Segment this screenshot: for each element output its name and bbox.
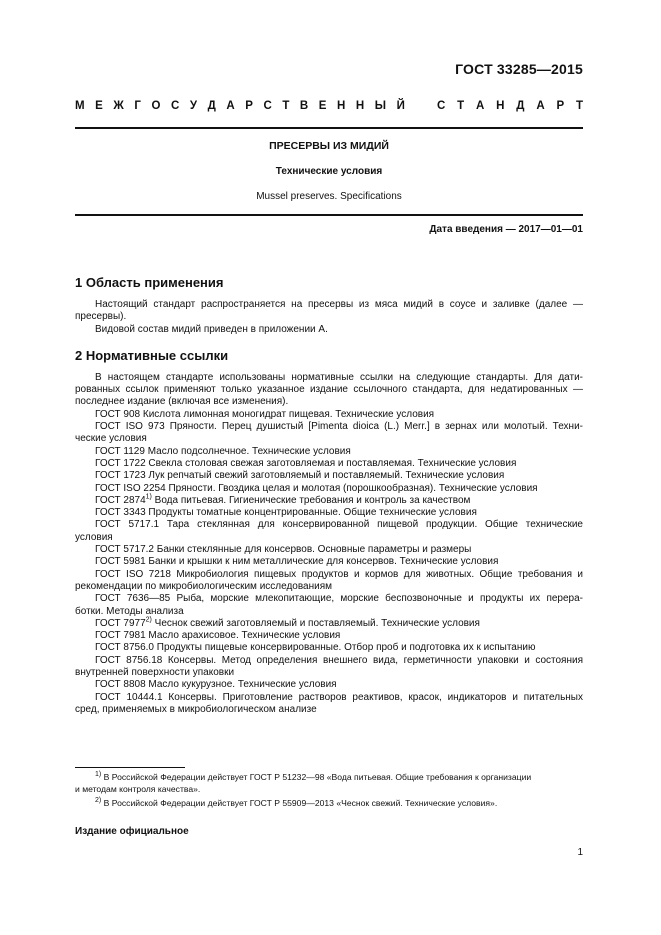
reference-item	[75, 446, 583, 458]
footnote-mark: 2)	[95, 797, 102, 805]
paragraph-line: Видовой состав мидий приведен в приложении А.	[95, 323, 328, 335]
section-scope-body	[75, 299, 583, 336]
reference-item	[75, 470, 583, 482]
footnote-text: В Российской Федерации действует ГОСТ Р 51232—98 «Вода питьевая. Общие требования к организации	[101, 772, 532, 782]
paragraph-line: В настоящем стандарте использованы нормативные ссылки на следующие стандарты. Для дати-	[95, 371, 583, 383]
banner-letter: Н	[496, 100, 505, 112]
paragraph-line: рованных ссылок применяют только указанное издание ссылочного стандарта, для недатированных —	[75, 384, 583, 396]
reference-line: ГОСТ 1722 Свекла столовая свежая заготовляемая и поставляемая. Технические условия	[95, 457, 517, 469]
standard-word	[437, 100, 583, 112]
reference-line: ческие условия	[75, 433, 147, 445]
reference-item	[75, 618, 583, 630]
banner-letter: Ж	[113, 100, 124, 112]
reference-line: ГОСТ 8756.0 Продукты пищевые консервированные. Отбор проб и подготовка их к испытанию	[95, 642, 536, 654]
banner-letter: О	[151, 100, 161, 112]
footnote	[75, 771, 583, 795]
reference-line: рекомендации по микробиологическим исследованиям	[75, 580, 333, 592]
banner-letter: Т	[282, 100, 290, 112]
banner-letter: А	[476, 100, 485, 112]
banner-letter: Г	[134, 100, 141, 112]
reference-title: Чеснок свежий заготовляемый и поставляемый. Технические условия	[151, 617, 480, 629]
footnote-line	[75, 797, 583, 809]
banner-letter: Р	[556, 100, 565, 112]
interstate-standard-banner	[75, 100, 583, 112]
footnote-line	[75, 771, 583, 783]
banner-letter: В	[299, 100, 309, 112]
reference-item	[75, 519, 583, 544]
reference-item	[75, 569, 583, 594]
official-edition-label: Издание официальное	[75, 826, 189, 837]
reference-item	[75, 655, 583, 680]
reference-item	[75, 421, 583, 446]
section-references-intro	[75, 372, 583, 409]
reference-item	[75, 458, 583, 470]
reference-line: ГОСТ 5981 Банки и крышки к ним металлические для консервов. Технические условия	[95, 556, 499, 568]
reference-line: ГОСТ 1129 Масло подсолнечное. Технические условия	[95, 445, 351, 457]
banner-letter: Й	[396, 100, 405, 112]
reference-line: ГОСТ 5717.1 Тара стеклянная для консервированной пищевой продукции. Общие технические	[95, 519, 583, 531]
reference-item	[75, 679, 583, 691]
paragraph-line: Настоящий стандарт распространяется на пресервы из мяса мидий в соусе и заливке (далее —	[95, 299, 583, 310]
reference-line: ботки. Методы анализа	[75, 605, 184, 617]
reference-code: ГОСТ 2874	[95, 494, 146, 506]
section-heading-scope: 1 Область применения	[75, 275, 224, 290]
reference-line: ГОСТ 7636—85 Рыба, морские млекопитающие, морские беспозвоночные и продукты их перера-	[95, 593, 583, 605]
page-number: 1	[577, 847, 583, 858]
banner-letter: Н	[355, 100, 365, 112]
banner-letter: Е	[95, 100, 103, 112]
reference-line: ГОСТ 10444.1 Консервы. Приготовление растворов реактивов, красок, индикаторов и питательных	[95, 691, 583, 703]
reference-item	[75, 630, 583, 642]
footnote-text: В Российской Федерации действует ГОСТ Р 55909—2013 «Чеснок свежий. Технические условия».	[101, 798, 498, 808]
reference-line: внутренней поверхности упаковки	[75, 667, 235, 679]
document-title: ПРЕСЕРВЫ ИЗ МИДИЙ	[269, 140, 389, 152]
banner-letter: Е	[318, 100, 327, 112]
banner-letter: Ы	[374, 100, 387, 112]
footnote-marker: 1)	[145, 493, 152, 501]
reference-item	[75, 495, 583, 507]
banner-letter: Д	[516, 100, 525, 112]
banner-letter: Д	[207, 100, 216, 112]
reference-line: ГОСТ 3343 Продукты томатные концентрированные. Общие технические условия	[95, 507, 477, 519]
banner-letter: А	[536, 100, 545, 112]
reference-title: Вода питьевая. Гигиенические требования и контроль за качеством	[151, 494, 471, 506]
english-title: Mussel preserves. Specifications	[256, 191, 402, 202]
reference-line: ГОСТ 1723 Лук репчатый свежий заготовляемый и поставляемый. Технические условия	[95, 470, 505, 482]
banner-letter: А	[226, 100, 235, 112]
reference-item	[75, 507, 583, 519]
footnote	[75, 797, 583, 809]
reference-line: ГОСТ 8808 Масло кукурузное. Технические условия	[95, 679, 337, 691]
footnote-mark: 1)	[95, 771, 102, 779]
section-heading-references: 2 Нормативные ссылки	[75, 347, 229, 363]
banner-letter: У	[189, 100, 197, 112]
reference-code: ГОСТ 7977	[95, 617, 146, 629]
reference-item	[75, 642, 583, 654]
banner-letter: Р	[245, 100, 253, 112]
banner-letter: С	[170, 100, 180, 112]
reference-line: ГОСТ 908 Кислота лимонная моногидрат пищевая. Технические условия	[95, 408, 435, 420]
footnotes	[75, 771, 583, 811]
banner-letter: М	[75, 100, 85, 112]
interstate-word	[75, 100, 405, 112]
reference-line	[75, 618, 583, 630]
reference-line: ГОСТ 5717.2 Банки стеклянные для консервов. Основные параметры и размеры	[95, 544, 472, 556]
introduction-date: Дата введения — 2017—01—01	[429, 224, 583, 235]
top-rule	[75, 127, 583, 129]
reference-line: ГОСТ ISO 2254 Пряности. Гвоздика целая и молотая (порошкообразная). Технические условия	[95, 482, 538, 494]
banner-letter: Н	[337, 100, 346, 112]
bottom-rule	[75, 214, 583, 216]
footnote-marker: 2)	[145, 616, 152, 624]
footnote-rule	[75, 767, 185, 768]
reference-line: ГОСТ 7981 Масло арахисовое. Технические условия	[95, 630, 341, 642]
reference-line: условия	[75, 531, 113, 543]
banner-letter: С	[437, 100, 446, 112]
footnote-line: и методам контроля качества».	[75, 784, 201, 794]
banner-letter: Т	[457, 100, 465, 112]
banner-letter: С	[263, 100, 272, 112]
reference-line	[75, 495, 583, 507]
reference-item	[75, 544, 583, 556]
references-list	[75, 409, 583, 716]
banner-letter: Т	[575, 100, 583, 112]
main-content	[75, 275, 583, 716]
paragraph-line: пресервы).	[75, 311, 127, 323]
reference-item	[75, 409, 583, 421]
reference-line: ГОСТ 8756.18 Консервы. Метод определения внешнего вида, герметичности упаковки и состояния	[95, 654, 583, 666]
doc-number: ГОСТ 33285—2015	[455, 61, 583, 77]
reference-line: ГОСТ ISO 7218 Микробиология пищевых продуктов и кормов для животных. Общие требования и	[95, 568, 583, 580]
reference-item	[75, 692, 583, 717]
reference-line: ГОСТ ISO 973 Пряности. Перец душистый [Pimenta dioica (L.) Merr.] в зернах или молотый. Техни-	[95, 421, 583, 433]
document-subtitle: Технические условия	[275, 166, 383, 177]
reference-item	[75, 593, 583, 618]
reference-item	[75, 556, 583, 568]
reference-line: сред, применяемых в микробиологическом анализе	[75, 703, 317, 715]
paragraph-line: последнее издание (включая все изменения).	[75, 396, 289, 408]
